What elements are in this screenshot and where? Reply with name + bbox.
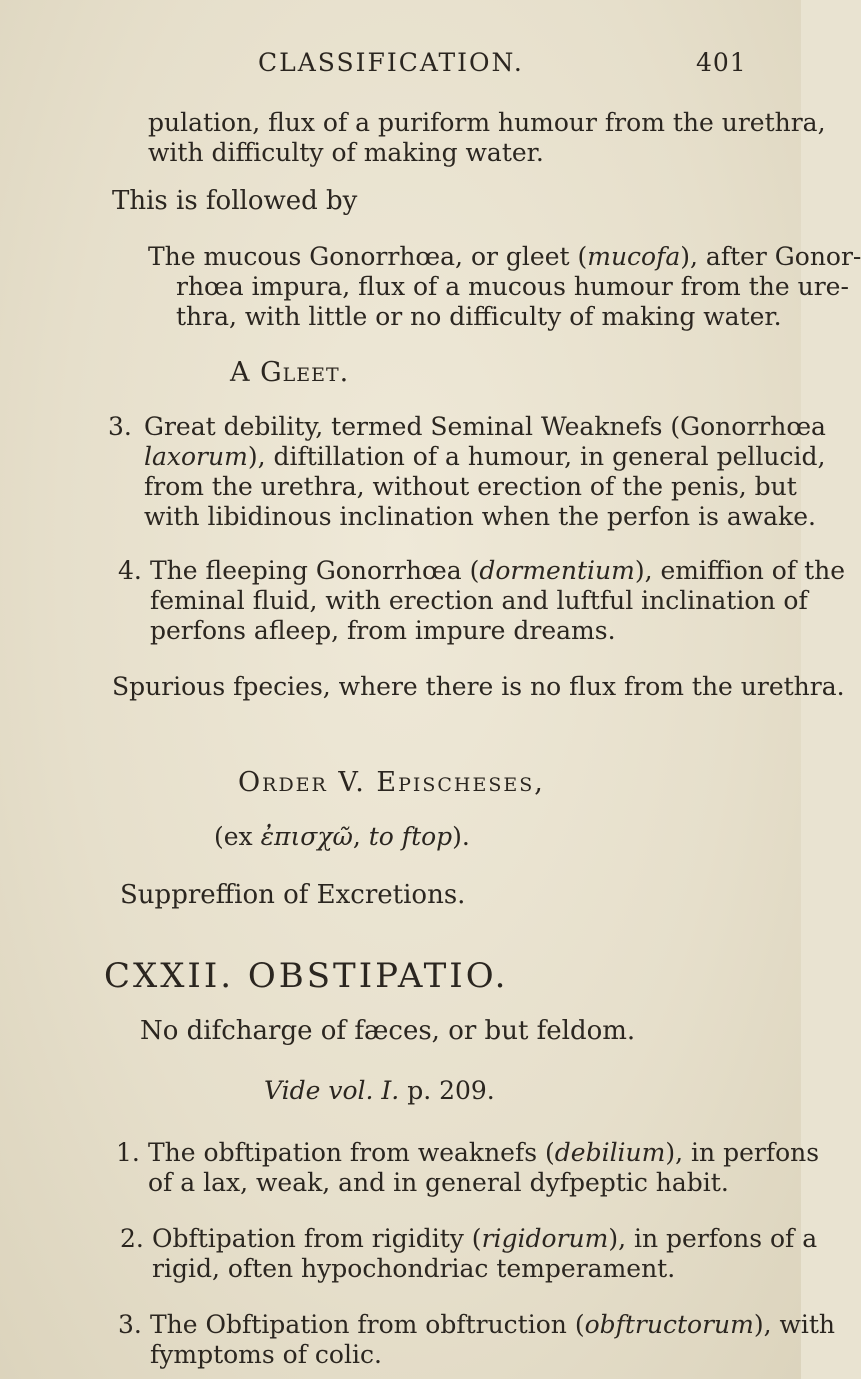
page-number: 401 [696,48,747,77]
obstipation-1-line-1: The obftipation from weaknefs (debilium), in perfons [148,1138,820,1167]
item-4-line-1: The fleeping Gonorrhœa (dormentium), emiffion of the [150,556,846,585]
item-3-line-2: laxorum), diftillation of a humour, in general pellucid, [144,442,826,471]
gleet-heading: A Gleet. [230,357,350,388]
spurious-line: Spurious fpecies, where there is no flux from the urethra. [112,672,845,701]
item-3-number: 3. [108,412,132,441]
item-3-line-3: from the urethra, without erection of the penis, but [144,472,797,501]
item-3-line-4: with libidinous inclination when the perfon is awake. [144,502,816,531]
obstipation-1-line-2: of a lax, weak, and in general dyfpeptic habit. [148,1168,729,1197]
suppression-heading: Suppreffion of Excretions. [120,880,466,910]
obstipation-3-line-2: fymptoms of colic. [150,1340,382,1369]
obstipation-2-number: 2. [120,1224,144,1253]
item-3-line-1: Great debility, termed Seminal Weaknefs (Gonorrhœa [144,412,826,441]
intro-line-2: with difficulty of making water. [148,138,544,167]
mucous-line-2: rhœa impura, flux of a mucous humour from the ure- [176,272,849,301]
intro-line-1: pulation, flux of a puriform humour from the urethra, [148,108,826,137]
mucous-line-3: thra, with little or no difficulty of making water. [176,302,782,331]
obstipation-1-number: 1. [116,1138,140,1167]
cxxii-definition: No difcharge of fæces, or but feldom. [140,1016,636,1046]
item-4-line-3: perfons afleep, from impure dreams. [150,616,616,645]
followed-by-text: This is followed by [112,186,358,216]
order-heading: Order V. Epischeses, [238,767,545,798]
obstipation-2-line-1: Obftipation from rigidity (rigidorum), in perfons of a [152,1224,818,1253]
item-4-number: 4. [118,556,142,585]
item-4-line-2: feminal fluid, with erection and luftful inclination of [150,586,808,615]
cxxii-heading: CXXII. OBSTIPATIO. [104,956,509,996]
obstipation-2-line-2: rigid, often hypochondriac temperament. [152,1254,676,1283]
running-title: CLASSIFICATION. [258,48,524,77]
obstipation-3-line-1: The Obftipation from obftruction (obftructorum), with [150,1310,836,1339]
obstipation-3-number: 3. [118,1310,142,1339]
order-etymology: (ex ἐπισχῶ, to ftop). [214,822,470,851]
mucous-line-1: The mucous Gonorrhœa, or gleet (mucofa), after Gonor- [148,242,861,271]
vide-reference: Vide vol. I. p. 209. [264,1076,495,1105]
